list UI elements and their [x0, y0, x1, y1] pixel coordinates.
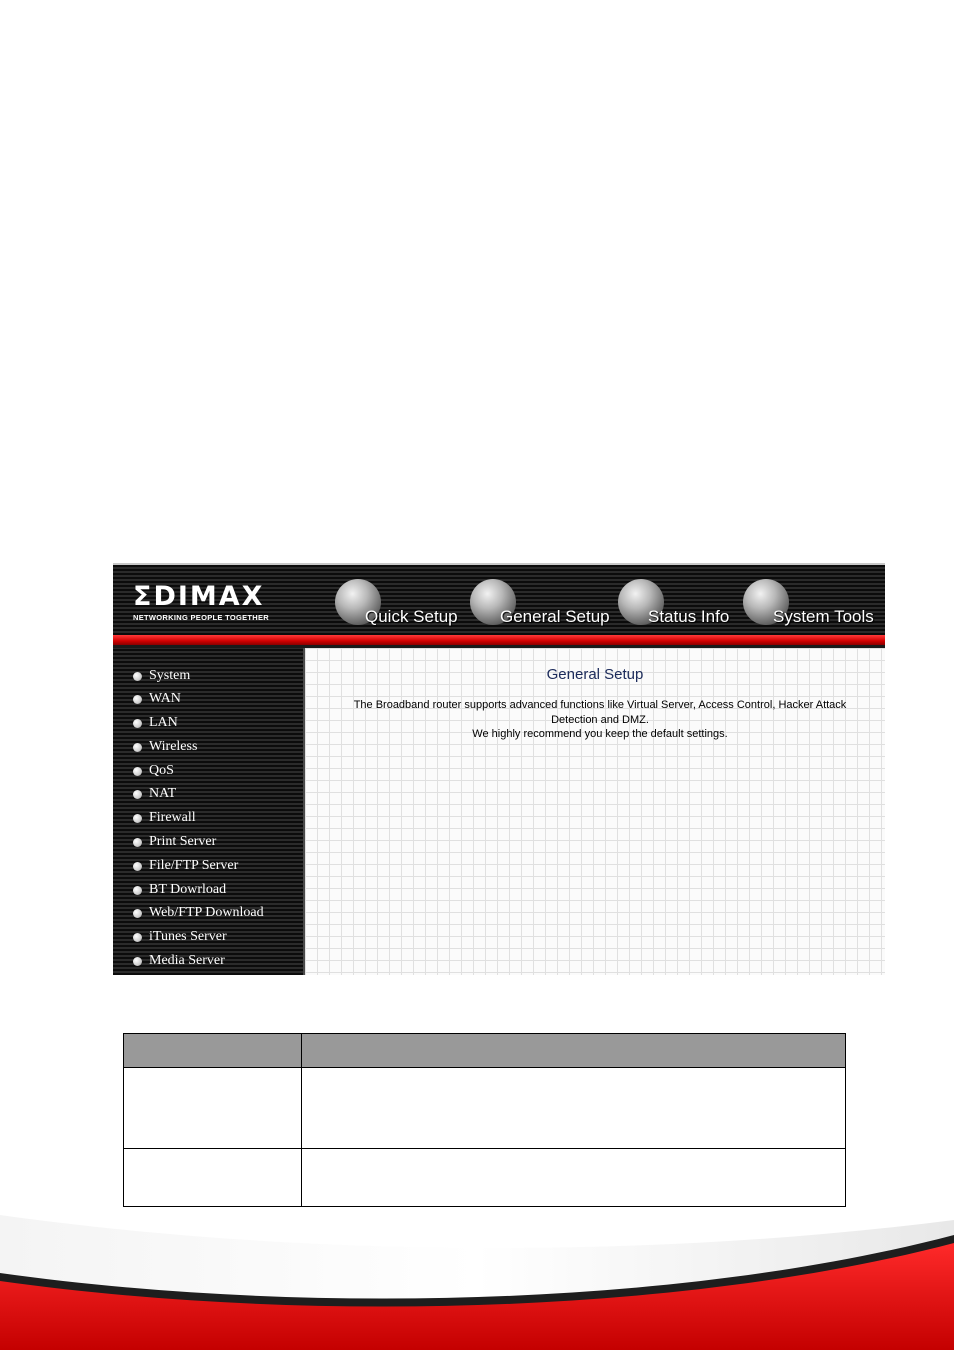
- sidebar-item-label: NAT: [149, 786, 177, 801]
- bullet-icon: [133, 695, 142, 704]
- nav-system-tools-label: System Tools: [773, 607, 874, 626]
- description-table: [123, 1033, 846, 1207]
- sidebar-item-print-server[interactable]: [133, 832, 216, 852]
- bullet-icon: [133, 957, 142, 966]
- sidebar-item-web-ftp-download[interactable]: [133, 903, 264, 923]
- sidebar-menu: [113, 648, 303, 975]
- bullet-icon: [133, 672, 142, 681]
- sidebar-item-itunes-server[interactable]: [133, 927, 227, 947]
- sidebar-item-label: QoS: [149, 763, 174, 778]
- bullet-icon: [133, 862, 142, 871]
- sidebar-item-label: File/FTP Server: [149, 858, 239, 873]
- footer-swoosh-decoration: [0, 1195, 954, 1350]
- sidebar-item-nat[interactable]: [133, 784, 176, 804]
- sidebar-item-label: WAN: [149, 691, 181, 706]
- router-ui-screenshot: [113, 563, 885, 975]
- sidebar-item-wireless[interactable]: [133, 737, 197, 757]
- table-cell: [302, 1068, 846, 1149]
- sidebar-item-label: Wireless: [149, 739, 198, 754]
- sidebar-item-lan[interactable]: [133, 713, 178, 733]
- bullet-icon: [133, 838, 142, 847]
- bullet-icon: [133, 933, 142, 942]
- sidebar-item-label: Media Server: [149, 953, 225, 968]
- sidebar-item-system[interactable]: [133, 666, 190, 686]
- nav-status-info-label: Status Info: [648, 607, 730, 626]
- red-divider-bar: [113, 635, 885, 645]
- sidebar-item-label: System: [149, 668, 191, 683]
- table-header-row: [124, 1034, 846, 1068]
- description-text: The Broadband router supports advanced functions like Virtual Server, Access Control, Hacker Attack Detection and DMZ.: [353, 699, 847, 726]
- recommendation-text: We highly recommend you keep the default settings.: [472, 728, 728, 740]
- bullet-icon: [133, 814, 142, 823]
- top-banner: [113, 565, 885, 635]
- bullet-icon: [133, 909, 142, 918]
- bullet-icon: [133, 790, 142, 799]
- logo-tagline: NETWORKING PEOPLE TOGETHER: [133, 613, 270, 622]
- sidebar-item-label: iTunes Server: [149, 929, 227, 944]
- page-description: [345, 698, 855, 742]
- sidebar-item-label: LAN: [149, 715, 178, 730]
- sidebar-item-media-server[interactable]: [133, 951, 225, 971]
- table-header-cell: [302, 1034, 846, 1068]
- sidebar-item-qos[interactable]: [133, 761, 174, 781]
- sidebar-item-label: Print Server: [149, 834, 217, 849]
- edimax-logo: [133, 583, 269, 622]
- sidebar-item-bt-download[interactable]: [133, 880, 226, 900]
- nav-quick-setup-label: Quick Setup: [365, 607, 458, 626]
- sidebar-item-wan[interactable]: [133, 689, 181, 709]
- sidebar-item-label: Web/FTP Download: [149, 905, 264, 920]
- content-panel: [303, 648, 885, 975]
- bullet-icon: [133, 767, 142, 776]
- bullet-icon: [133, 743, 142, 752]
- table-header-cell: [124, 1034, 302, 1068]
- nav-general-setup-label: General Setup: [500, 607, 610, 626]
- logo-brand: ΣDIMAX: [133, 581, 265, 612]
- page-title: General Setup: [546, 666, 644, 683]
- table-cell: [124, 1068, 302, 1149]
- bullet-icon: [133, 886, 142, 895]
- sidebar-item-file-ftp-server[interactable]: [133, 856, 238, 876]
- table-row: [124, 1068, 846, 1149]
- sidebar-item-label: BT Dowrload: [149, 882, 227, 897]
- sidebar-item-firewall[interactable]: [133, 808, 196, 828]
- bullet-icon: [133, 719, 142, 728]
- sidebar-item-label: Firewall: [149, 810, 196, 825]
